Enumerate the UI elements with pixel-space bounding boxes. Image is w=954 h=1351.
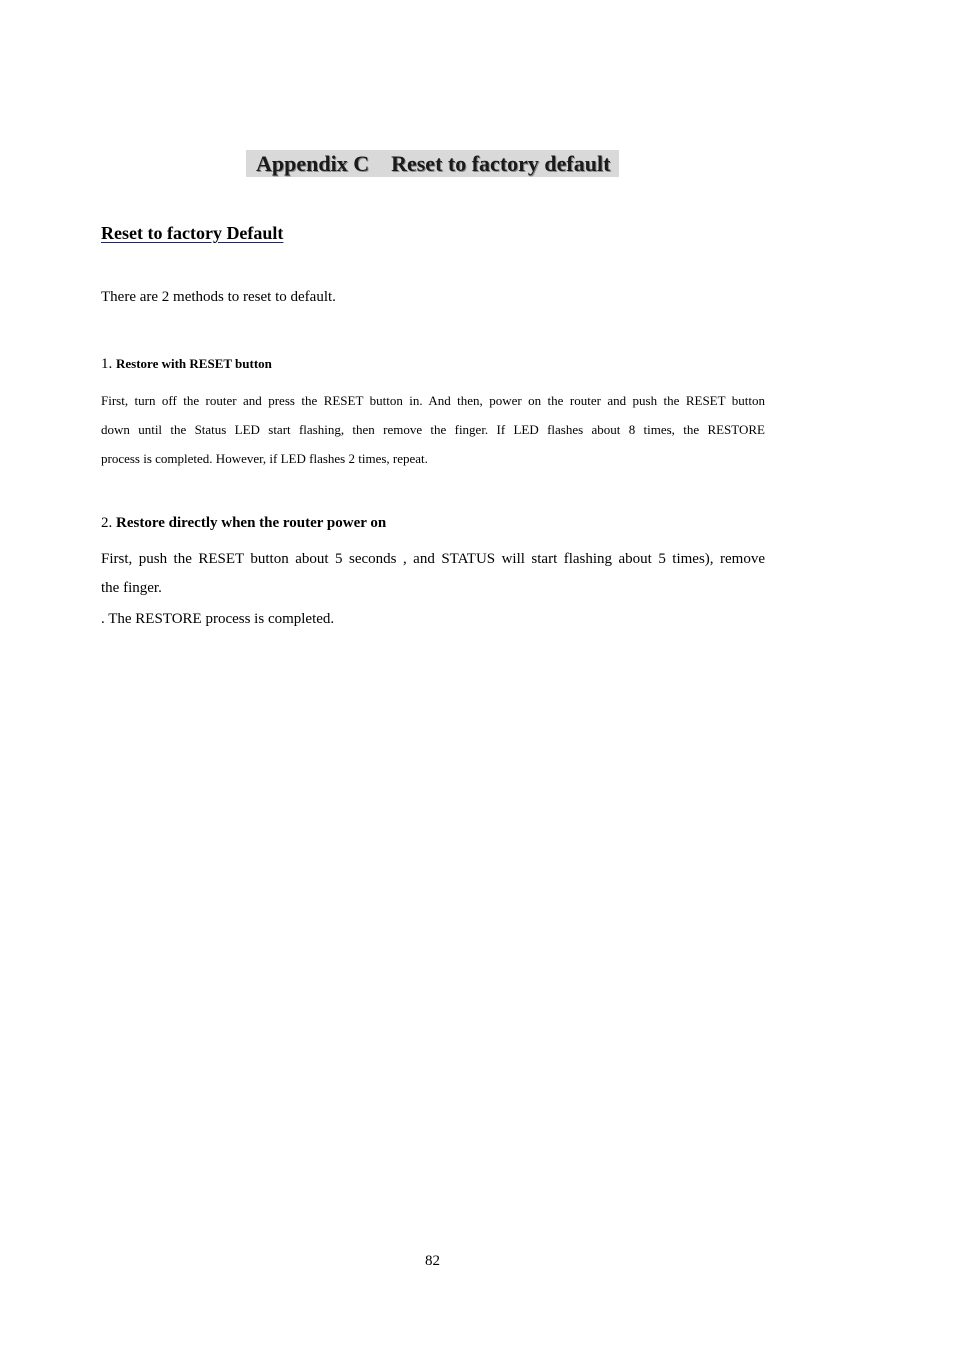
step-1-line: First, turn off the router and press the RESET button in. And then, power on the router and push the RESET button [101, 393, 765, 408]
step-2-number: 2. [101, 515, 113, 531]
intro-paragraph: There are 2 methods to reset to default. [101, 289, 336, 305]
step-2-line: the finger. [101, 580, 162, 596]
appendix-title-text: Reset to factory default [391, 151, 611, 176]
step-2-body [101, 545, 765, 603]
step-1-number: 1. [101, 356, 113, 372]
step-2-title: Restore directly when the router power on [116, 515, 387, 531]
step-1-body [101, 386, 765, 473]
appendix-title [246, 150, 619, 177]
step-1-line: down until the Status LED start flashing, then remove the finger. If LED flashes about 8 times, the RESTORE [101, 422, 765, 437]
section-heading: Reset to factory Default [101, 223, 284, 243]
step-1-heading [101, 354, 272, 374]
step-1-line: process is completed. However, if LED flashes 2 times, repeat. [101, 451, 428, 466]
page-number: 82 [425, 1253, 440, 1269]
step-1-title: Restore with RESET button [116, 356, 272, 371]
step-2-heading [101, 513, 386, 533]
step-2-completion: . The RESTORE process is completed. [101, 611, 335, 627]
appendix-label: Appendix C [256, 151, 370, 176]
step-2-line: First, push the RESET button about 5 seconds , and STATUS will start flashing about 5 times), remove [101, 551, 765, 567]
